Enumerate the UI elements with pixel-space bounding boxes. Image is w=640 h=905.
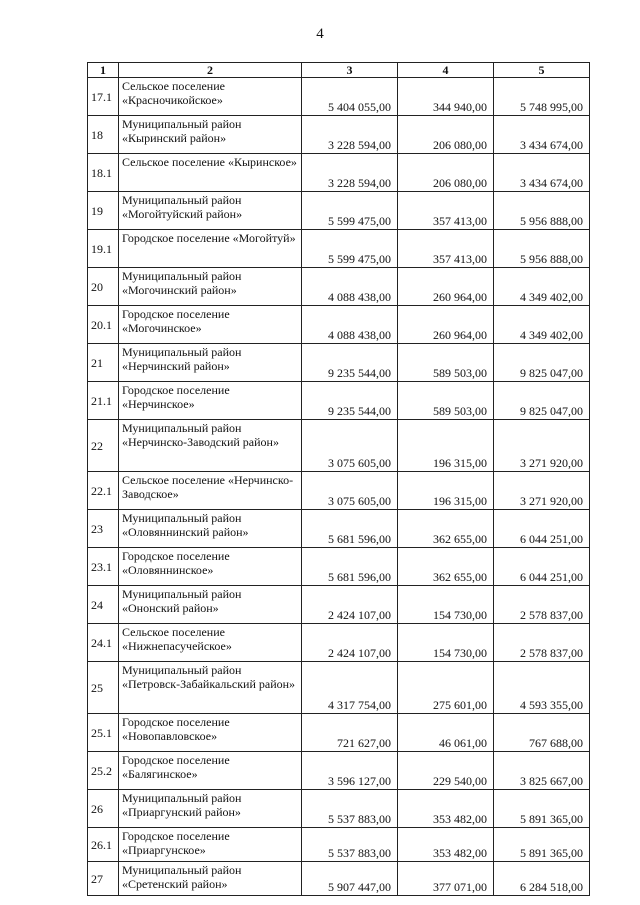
row-value-col-5: 4 349 402,00 — [494, 268, 590, 306]
table-row — [88, 790, 590, 828]
row-number: 21.1 — [88, 382, 119, 420]
row-name: Сельское поселение «Кыринское» — [119, 154, 302, 192]
row-value-col-5: 3 271 920,00 — [494, 472, 590, 510]
row-value-col-5: 3 825 667,00 — [494, 752, 590, 790]
header-col-1: 1 — [88, 63, 119, 78]
row-value-col-3: 5 404 055,00 — [302, 78, 398, 116]
row-value-col-5: 4 593 355,00 — [494, 662, 590, 714]
row-name: Городское поселение «Могойтуй» — [119, 230, 302, 268]
table-row — [88, 344, 590, 382]
row-value-col-3: 5 681 596,00 — [302, 548, 398, 586]
row-value-col-4: 154 730,00 — [398, 624, 494, 662]
row-name: Сельское поселение «Красночикойское» — [119, 78, 302, 116]
row-number: 27 — [88, 862, 119, 896]
table-row — [88, 862, 590, 896]
row-value-col-4: 353 482,00 — [398, 828, 494, 862]
row-number: 23.1 — [88, 548, 119, 586]
row-name: Муниципальный район «Петровск-Забайкальский район» — [119, 662, 302, 714]
table-row — [88, 586, 590, 624]
row-value-col-3: 3 228 594,00 — [302, 116, 398, 154]
row-value-col-4: 377 071,00 — [398, 862, 494, 896]
table-row — [88, 510, 590, 548]
row-value-col-5: 2 578 837,00 — [494, 586, 590, 624]
row-value-col-3: 5 599 475,00 — [302, 192, 398, 230]
row-value-col-4: 229 540,00 — [398, 752, 494, 790]
row-value-col-4: 206 080,00 — [398, 116, 494, 154]
row-name: Муниципальный район «Приаргунский район» — [119, 790, 302, 828]
table-row — [88, 472, 590, 510]
row-name: Городское поселение «Нерчинское» — [119, 382, 302, 420]
row-value-col-5: 5 956 888,00 — [494, 230, 590, 268]
row-value-col-4: 357 413,00 — [398, 230, 494, 268]
row-value-col-5: 9 825 047,00 — [494, 382, 590, 420]
header-col-3: 3 — [302, 63, 398, 78]
row-value-col-3: 5 599 475,00 — [302, 230, 398, 268]
row-value-col-5: 767 688,00 — [494, 714, 590, 752]
row-name: Городское поселение «Приаргунское» — [119, 828, 302, 862]
row-value-col-3: 3 596 127,00 — [302, 752, 398, 790]
table-row — [88, 154, 590, 192]
row-number: 25.1 — [88, 714, 119, 752]
row-number: 21 — [88, 344, 119, 382]
row-name: Городское поселение «Оловяннинское» — [119, 548, 302, 586]
row-value-col-5: 3 434 674,00 — [494, 116, 590, 154]
row-value-col-5: 9 825 047,00 — [494, 344, 590, 382]
row-value-col-5: 3 271 920,00 — [494, 420, 590, 472]
row-value-col-3: 4 088 438,00 — [302, 268, 398, 306]
row-value-col-4: 154 730,00 — [398, 586, 494, 624]
row-value-col-3: 5 907 447,00 — [302, 862, 398, 896]
row-value-col-4: 275 601,00 — [398, 662, 494, 714]
table-row — [88, 828, 590, 862]
row-name: Муниципальный район «Ононский район» — [119, 586, 302, 624]
row-name: Муниципальный район «Кыринский район» — [119, 116, 302, 154]
row-value-col-3: 5 537 883,00 — [302, 828, 398, 862]
row-name: Городское поселение «Новопавловское» — [119, 714, 302, 752]
row-value-col-5: 5 748 995,00 — [494, 78, 590, 116]
row-value-col-5: 5 891 365,00 — [494, 790, 590, 828]
row-value-col-3: 5 537 883,00 — [302, 790, 398, 828]
row-number: 24.1 — [88, 624, 119, 662]
row-number: 19 — [88, 192, 119, 230]
row-value-col-3: 4 088 438,00 — [302, 306, 398, 344]
row-number: 20.1 — [88, 306, 119, 344]
row-name: Городское поселение «Балягинское» — [119, 752, 302, 790]
row-value-col-3: 5 681 596,00 — [302, 510, 398, 548]
row-number: 23 — [88, 510, 119, 548]
row-value-col-4: 362 655,00 — [398, 510, 494, 548]
row-value-col-5: 6 044 251,00 — [494, 548, 590, 586]
header-col-2: 2 — [119, 63, 302, 78]
page-number: 4 — [316, 26, 324, 42]
row-value-col-3: 2 424 107,00 — [302, 586, 398, 624]
row-number: 19.1 — [88, 230, 119, 268]
row-number: 22.1 — [88, 472, 119, 510]
row-name: Муниципальный район «Нерчинско-Заводский район» — [119, 420, 302, 472]
row-value-col-4: 196 315,00 — [398, 472, 494, 510]
row-number: 17.1 — [88, 78, 119, 116]
row-name: Городское поселение «Могочинское» — [119, 306, 302, 344]
row-value-col-4: 589 503,00 — [398, 382, 494, 420]
row-value-col-4: 589 503,00 — [398, 344, 494, 382]
table-row — [88, 420, 590, 472]
row-value-col-4: 206 080,00 — [398, 154, 494, 192]
row-name: Муниципальный район «Могочинский район» — [119, 268, 302, 306]
table-row — [88, 662, 590, 714]
row-number: 25 — [88, 662, 119, 714]
table-row — [88, 116, 590, 154]
table-row — [88, 624, 590, 662]
row-value-col-5: 2 578 837,00 — [494, 624, 590, 662]
row-value-col-3: 9 235 544,00 — [302, 382, 398, 420]
row-value-col-5: 4 349 402,00 — [494, 306, 590, 344]
table-row — [88, 306, 590, 344]
row-value-col-5: 5 891 365,00 — [494, 828, 590, 862]
row-number: 24 — [88, 586, 119, 624]
row-value-col-5: 3 434 674,00 — [494, 154, 590, 192]
row-value-col-4: 357 413,00 — [398, 192, 494, 230]
row-number: 25.2 — [88, 752, 119, 790]
row-name: Муниципальный район «Нерчинский район» — [119, 344, 302, 382]
row-value-col-4: 344 940,00 — [398, 78, 494, 116]
table-row — [88, 268, 590, 306]
row-value-col-3: 3 075 605,00 — [302, 472, 398, 510]
table-row — [88, 192, 590, 230]
row-value-col-3: 3 075 605,00 — [302, 420, 398, 472]
table-row — [88, 548, 590, 586]
row-value-col-3: 9 235 544,00 — [302, 344, 398, 382]
header-col-4: 4 — [398, 63, 494, 78]
row-number: 26.1 — [88, 828, 119, 862]
row-number: 22 — [88, 420, 119, 472]
row-value-col-3: 2 424 107,00 — [302, 624, 398, 662]
row-number: 18.1 — [88, 154, 119, 192]
row-name: Сельское поселение «Нерчинско-Заводское» — [119, 472, 302, 510]
row-number: 18 — [88, 116, 119, 154]
budget-table — [87, 62, 590, 896]
row-value-col-4: 260 964,00 — [398, 306, 494, 344]
table-row — [88, 752, 590, 790]
row-value-col-4: 362 655,00 — [398, 548, 494, 586]
row-value-col-5: 6 284 518,00 — [494, 862, 590, 896]
row-name: Муниципальный район «Сретенский район» — [119, 862, 302, 896]
row-value-col-4: 196 315,00 — [398, 420, 494, 472]
row-value-col-4: 353 482,00 — [398, 790, 494, 828]
row-name: Муниципальный район «Могойтуйский район» — [119, 192, 302, 230]
row-value-col-4: 46 061,00 — [398, 714, 494, 752]
row-value-col-3: 4 317 754,00 — [302, 662, 398, 714]
table-row — [88, 714, 590, 752]
table-row — [88, 78, 590, 116]
table-header-row — [88, 63, 590, 78]
row-value-col-3: 721 627,00 — [302, 714, 398, 752]
row-value-col-4: 260 964,00 — [398, 268, 494, 306]
row-number: 20 — [88, 268, 119, 306]
row-number: 26 — [88, 790, 119, 828]
table-row — [88, 382, 590, 420]
row-name: Сельское поселение «Нижнепасучейское» — [119, 624, 302, 662]
row-value-col-3: 3 228 594,00 — [302, 154, 398, 192]
row-value-col-5: 5 956 888,00 — [494, 192, 590, 230]
header-col-5: 5 — [494, 63, 590, 78]
row-value-col-5: 6 044 251,00 — [494, 510, 590, 548]
table-row — [88, 230, 590, 268]
row-name: Муниципальный район «Оловяннинский район» — [119, 510, 302, 548]
